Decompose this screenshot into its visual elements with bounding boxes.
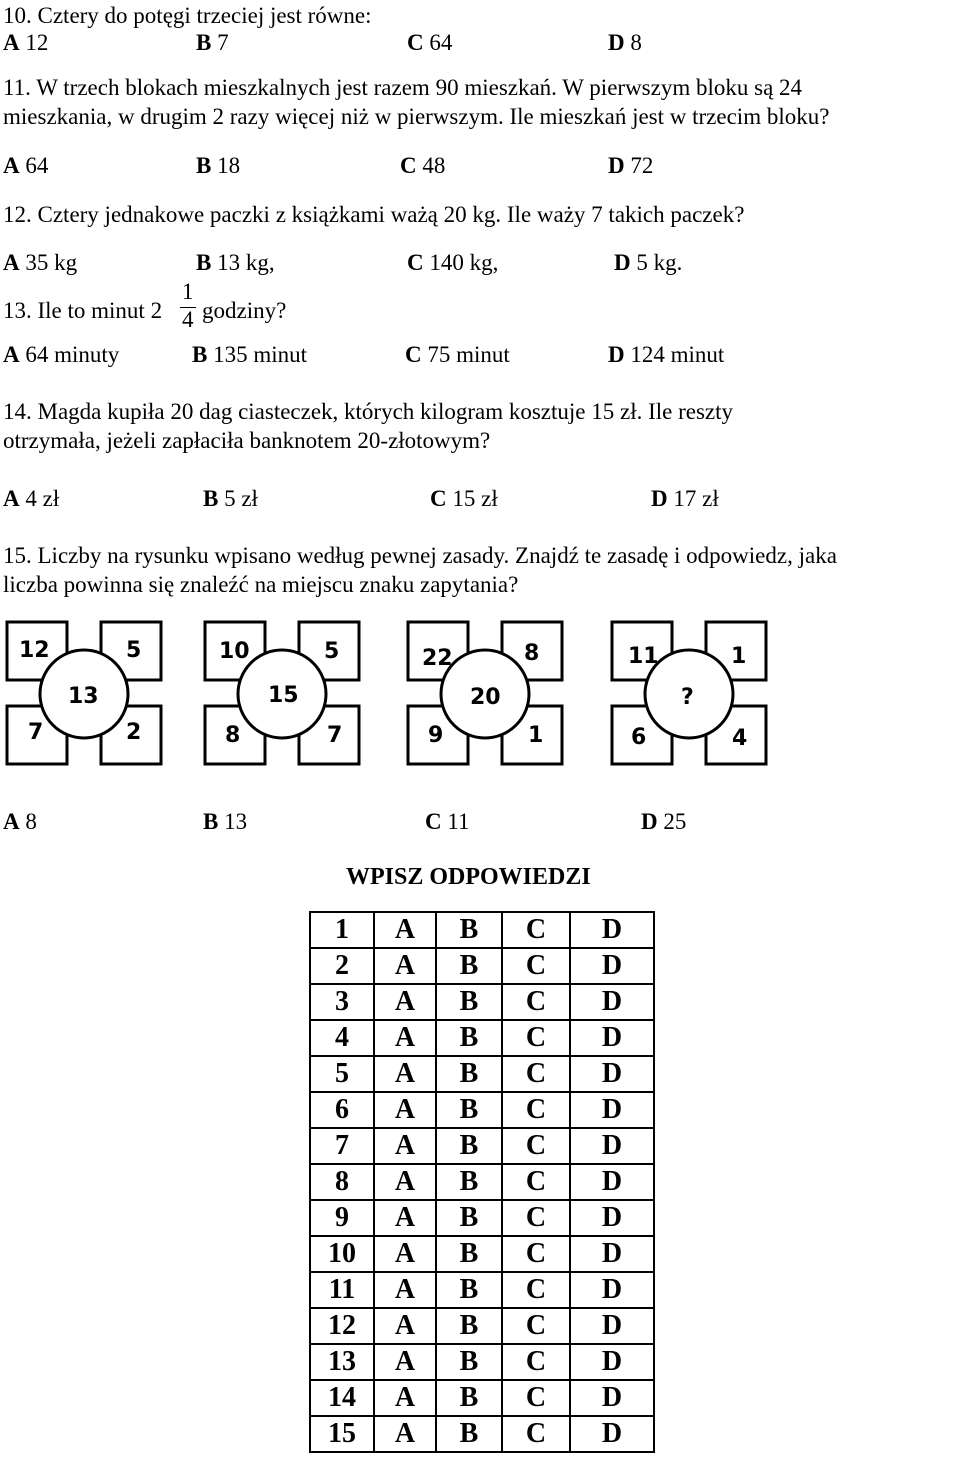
q10-option-c [407, 30, 452, 56]
option-value: 7 [211, 30, 229, 55]
q10-option-b [196, 30, 229, 56]
q13-option-b [192, 342, 307, 368]
option-letter: D [608, 342, 625, 367]
answer-row-2 [310, 948, 654, 984]
q13-option-a [3, 342, 119, 368]
puzzle-top-left-number: 22 [422, 646, 453, 671]
answer-option-a-cell[interactable]: A [374, 1164, 436, 1200]
q11-option-b [196, 153, 240, 179]
q15-line-1: 15. Liczby na rysunku wpisano według pewnej zasady. Znajdź te zasadę i odpowiedz, jaka [3, 543, 837, 568]
q13-option-d [608, 342, 724, 368]
option-value: 72 [624, 153, 654, 178]
option-letter: B [196, 250, 212, 275]
answer-option-b-cell[interactable]: B [436, 984, 502, 1020]
answer-option-d-cell[interactable]: D [570, 912, 654, 948]
option-value: 124 minut [624, 342, 725, 367]
puzzle-top-right-number: 8 [524, 641, 540, 666]
answer-option-b-cell[interactable]: B [436, 1092, 502, 1128]
answer-option-d-cell[interactable]: D [570, 1164, 654, 1200]
option-value: 5 kg. [630, 250, 683, 275]
answer-option-d-cell[interactable]: D [570, 1344, 654, 1380]
q11-option-c [400, 153, 445, 179]
q15-option-c [425, 809, 470, 835]
answer-option-d-cell[interactable]: D [570, 1380, 654, 1416]
answer-option-d-cell[interactable]: D [570, 1128, 654, 1164]
answer-option-b-cell[interactable]: B [436, 1344, 502, 1380]
q10-text: 10. Cztery do potęgi trzeciej jest równe: [3, 3, 372, 28]
option-value: 17 zł [667, 486, 719, 511]
answer-option-c-cell[interactable]: C [502, 912, 570, 948]
answer-row-4 [310, 1020, 654, 1056]
answer-option-d-cell[interactable]: D [570, 948, 654, 984]
answer-sheet-table [309, 911, 655, 1453]
answer-option-d-cell[interactable]: D [570, 1308, 654, 1344]
q13-suffix: godziny? [202, 298, 287, 323]
option-letter: C [425, 809, 442, 834]
q14-line-2: otrzymała, jeżeli zapłaciła banknotem 20-złotowym? [3, 428, 491, 453]
answer-option-c-cell[interactable]: C [502, 948, 570, 984]
option-value: 4 zł [19, 486, 60, 511]
number-puzzle-3 [406, 620, 566, 768]
answer-row-13 [310, 1344, 654, 1380]
option-letter: A [3, 486, 20, 511]
option-value: 140 kg, [423, 250, 499, 275]
q12-text: 12. Cztery jednakowe paczki z książkami ważą 20 kg. Ile waży 7 takich paczek? [3, 202, 745, 227]
puzzle-top-right-number: 5 [324, 639, 340, 664]
q13-option-c [405, 342, 510, 368]
answer-option-c-cell[interactable]: C [502, 1092, 570, 1128]
q15-option-d [641, 809, 686, 835]
option-letter: B [196, 153, 212, 178]
answer-row-5 [310, 1056, 654, 1092]
option-value: 25 [657, 809, 687, 834]
question-number-cell: 9 [310, 1200, 374, 1236]
puzzle-top-left-number: 11 [628, 644, 659, 669]
q11-line-2: mieszkania, w drugim 2 razy więcej niż w pierwszym. Ile mieszkań jest w trzecim bloku? [3, 104, 830, 129]
answer-option-b-cell[interactable]: B [436, 1416, 502, 1452]
answer-option-d-cell[interactable]: D [570, 1020, 654, 1056]
answer-option-a-cell[interactable]: A [374, 1416, 436, 1452]
q12-option-d [614, 250, 682, 276]
answer-option-c-cell[interactable]: C [502, 984, 570, 1020]
puzzle-bottom-right-number: 4 [732, 726, 748, 751]
q13-prefix: 13. Ile to minut 2 [3, 298, 163, 323]
q12-option-c [407, 250, 498, 276]
puzzle-bottom-left-number: 6 [631, 725, 647, 750]
option-letter: A [3, 342, 20, 367]
puzzle-center-number: 13 [68, 684, 99, 709]
question-number-cell: 14 [310, 1380, 374, 1416]
answer-option-c-cell[interactable]: C [502, 1308, 570, 1344]
answer-option-c-cell[interactable]: C [502, 1128, 570, 1164]
answer-row-3 [310, 984, 654, 1020]
option-value: 11 [441, 809, 470, 834]
question-number-cell: 7 [310, 1128, 374, 1164]
puzzle-top-right-number: 1 [731, 644, 747, 669]
option-letter: C [405, 342, 422, 367]
q11-line-1: 11. W trzech blokach mieszkalnych jest razem 90 mieszkań. W pierwszym bloku są 24 [3, 75, 803, 100]
answer-option-b-cell[interactable]: B [436, 948, 502, 984]
option-letter: C [430, 486, 447, 511]
option-letter: A [3, 809, 20, 834]
option-value: 5 zł [218, 486, 258, 511]
question-number-cell: 15 [310, 1416, 374, 1452]
answer-option-b-cell[interactable]: B [436, 1056, 502, 1092]
option-value: 75 minut [421, 342, 510, 367]
answer-option-a-cell[interactable]: A [374, 1128, 436, 1164]
answer-option-b-cell[interactable]: B [436, 1200, 502, 1236]
answer-option-c-cell[interactable]: C [502, 1164, 570, 1200]
puzzle-bottom-left-number: 8 [225, 723, 241, 748]
question-number-cell: 8 [310, 1164, 374, 1200]
answer-option-a-cell[interactable]: A [374, 984, 436, 1020]
option-letter: D [641, 809, 658, 834]
answer-option-a-cell[interactable]: A [374, 1272, 436, 1308]
q13-fraction-denominator: 4 [182, 307, 194, 332]
q14-option-d [651, 486, 719, 512]
puzzle-center-question-mark: ? [681, 685, 694, 710]
question-number-cell: 3 [310, 984, 374, 1020]
option-letter: B [196, 30, 212, 55]
q11-option-d [608, 153, 653, 179]
puzzle-center-number: 20 [470, 685, 501, 710]
option-value: 15 zł [446, 486, 498, 511]
question-number-cell: 13 [310, 1344, 374, 1380]
number-puzzle-4 [610, 620, 770, 768]
puzzle-bottom-left-number: 9 [428, 723, 444, 748]
puzzle-center-number: 15 [268, 683, 299, 708]
answer-row-14 [310, 1380, 654, 1416]
answer-option-b-cell[interactable]: B [436, 912, 502, 948]
option-value: 135 minut [207, 342, 308, 367]
answer-option-d-cell[interactable]: D [570, 1056, 654, 1092]
answer-row-8 [310, 1164, 654, 1200]
answer-row-11 [310, 1272, 654, 1308]
answer-option-c-cell[interactable]: C [502, 1236, 570, 1272]
answer-row-7 [310, 1128, 654, 1164]
q10-option-d [608, 30, 642, 56]
q14-line-1: 14. Magda kupiła 20 dag ciasteczek, których kilogram kosztuje 15 zł. Ile reszty [3, 399, 734, 424]
answer-option-d-cell[interactable]: D [570, 984, 654, 1020]
answer-option-c-cell[interactable]: C [502, 1056, 570, 1092]
option-letter: A [3, 250, 20, 275]
q15-option-a [3, 809, 37, 835]
question-number-cell: 12 [310, 1308, 374, 1344]
puzzle-bottom-left-number: 7 [28, 720, 44, 745]
question-number-cell: 2 [310, 948, 374, 984]
option-value: 18 [211, 153, 241, 178]
answer-row-10 [310, 1236, 654, 1272]
answer-option-b-cell[interactable]: B [436, 1128, 502, 1164]
answer-option-c-cell[interactable]: C [502, 1020, 570, 1056]
puzzle-top-left-number: 12 [19, 638, 50, 663]
q14-option-c [430, 486, 498, 512]
option-letter: B [192, 342, 208, 367]
option-value: 64 [19, 153, 49, 178]
option-letter: C [407, 250, 424, 275]
question-number-cell: 4 [310, 1020, 374, 1056]
answer-option-d-cell[interactable]: D [570, 1272, 654, 1308]
question-number-cell: 6 [310, 1092, 374, 1128]
option-letter: B [203, 486, 219, 511]
answer-sheet-heading: WPISZ ODPOWIEDZI [346, 864, 591, 890]
puzzle-top-left-number: 10 [219, 639, 250, 664]
option-letter: C [407, 30, 424, 55]
answer-option-a-cell[interactable]: A [374, 1056, 436, 1092]
number-puzzle-2 [203, 620, 363, 768]
answer-option-a-cell[interactable]: A [374, 1092, 436, 1128]
option-letter: B [203, 809, 219, 834]
answer-option-a-cell[interactable]: A [374, 1236, 436, 1272]
answer-row-6 [310, 1092, 654, 1128]
answer-option-c-cell[interactable]: C [502, 1380, 570, 1416]
option-value: 12 [19, 30, 49, 55]
option-value: 8 [624, 30, 642, 55]
question-number-cell: 11 [310, 1272, 374, 1308]
q12-option-b [196, 250, 275, 276]
answer-option-a-cell[interactable]: A [374, 1344, 436, 1380]
answer-row-1 [310, 912, 654, 948]
puzzle-bottom-right-number: 1 [528, 723, 544, 748]
puzzle-top-right-number: 5 [126, 638, 142, 663]
q13-fraction-numerator: 1 [182, 279, 194, 304]
q12-option-a [3, 250, 77, 276]
q10-option-a [3, 30, 48, 56]
answer-option-d-cell[interactable]: D [570, 1416, 654, 1452]
answer-option-a-cell[interactable]: A [374, 912, 436, 948]
answer-option-c-cell[interactable]: C [502, 1416, 570, 1452]
option-letter: A [3, 153, 20, 178]
option-value: 13 kg, [211, 250, 275, 275]
q15-option-b [203, 809, 247, 835]
q11-option-a [3, 153, 48, 179]
answer-row-12 [310, 1308, 654, 1344]
option-value: 8 [19, 809, 37, 834]
q14-option-b [203, 486, 258, 512]
option-value: 48 [416, 153, 446, 178]
answer-option-b-cell[interactable]: B [436, 1164, 502, 1200]
answer-option-a-cell[interactable]: A [374, 1308, 436, 1344]
answer-option-b-cell[interactable]: B [436, 1272, 502, 1308]
option-letter: D [651, 486, 668, 511]
puzzle-bottom-right-number: 7 [327, 723, 343, 748]
number-puzzle-1 [5, 620, 165, 768]
option-letter: A [3, 30, 20, 55]
q15-line-2: liczba powinna się znaleźć na miejscu znaku zapytania? [3, 572, 519, 597]
question-number-cell: 5 [310, 1056, 374, 1092]
answer-option-b-cell[interactable]: B [436, 1236, 502, 1272]
answer-option-d-cell[interactable]: D [570, 1200, 654, 1236]
option-letter: D [608, 153, 625, 178]
puzzle-bottom-right-number: 2 [126, 720, 142, 745]
answer-option-b-cell[interactable]: B [436, 1308, 502, 1344]
answer-option-b-cell[interactable]: B [436, 1020, 502, 1056]
option-value: 64 [423, 30, 453, 55]
answer-option-a-cell[interactable]: A [374, 948, 436, 984]
question-number-cell: 10 [310, 1236, 374, 1272]
answer-option-c-cell[interactable]: C [502, 1200, 570, 1236]
answer-option-c-cell[interactable]: C [502, 1272, 570, 1308]
answer-row-15 [310, 1416, 654, 1452]
option-value: 64 minuty [19, 342, 120, 367]
option-letter: D [608, 30, 625, 55]
answer-option-b-cell[interactable]: B [436, 1380, 502, 1416]
option-letter: C [400, 153, 417, 178]
answer-option-d-cell[interactable]: D [570, 1092, 654, 1128]
question-number-cell: 1 [310, 912, 374, 948]
option-value: 13 [218, 809, 248, 834]
answer-option-a-cell[interactable]: A [374, 1380, 436, 1416]
option-letter: D [614, 250, 631, 275]
answer-option-d-cell[interactable]: D [570, 1236, 654, 1272]
q14-option-a [3, 486, 59, 512]
option-value: 35 kg [19, 250, 78, 275]
answer-option-a-cell[interactable]: A [374, 1200, 436, 1236]
answer-option-c-cell[interactable]: C [502, 1344, 570, 1380]
answer-row-9 [310, 1200, 654, 1236]
answer-option-a-cell[interactable]: A [374, 1020, 436, 1056]
